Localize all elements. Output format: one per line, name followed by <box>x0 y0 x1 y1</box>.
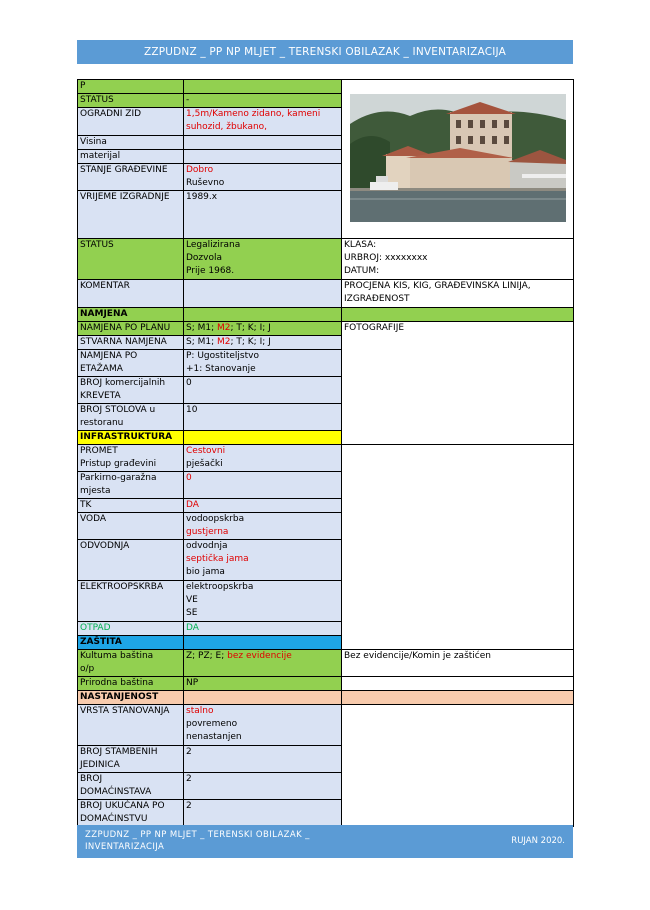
status-label: STATUS <box>78 94 184 108</box>
stvarna-namjena-value: S; M1; M2; T; K; I; J <box>184 336 342 350</box>
status-value: - <box>184 94 342 108</box>
namjena-section: NAMJENA <box>78 308 184 322</box>
status2-label: STATUS <box>78 239 184 280</box>
odvodnja-label: ODVODNJA <box>78 540 184 581</box>
visina-label: Visina <box>78 136 184 150</box>
row-p-label: P <box>78 80 184 94</box>
elektroopskrba-value: elektroopskrba VE SE <box>184 581 342 622</box>
broj-stambenih-jedinica-value: 2 <box>184 746 342 773</box>
building-photo <box>350 94 566 222</box>
broj-ukucana-label: BROJ UKUĆANA PO DOMAĆINSTVU <box>78 800 184 827</box>
tk-value: DA <box>184 499 342 513</box>
kulturna-bastina-note: Bez evidencije/Komin je zaštićen <box>342 650 574 677</box>
odvodnja-value: odvodnja septička jama bio jama <box>184 540 342 581</box>
namjena-po-etazama-label: NAMJENA PO ETAŽAMA <box>78 350 184 377</box>
kulturna-bastina-label: Kultuma baština o/p <box>78 650 184 677</box>
fotografije-cell: FOTOGRAFIJE <box>342 322 574 445</box>
namjena-po-planu-value: S; M1; M2; T; K; I; J <box>184 322 342 336</box>
materijal-label: materijal <box>78 150 184 164</box>
elektroopskrba-label: ELEKTROOPSKRBA <box>78 581 184 622</box>
kulturna-bastina-value: Z; PZ; E; bez evidencije <box>184 650 342 677</box>
stanje-gradevine-label: STANJE GRAĐEVINE <box>78 164 184 191</box>
zastita-section: ZAŠTITA <box>78 636 184 650</box>
broj-domacinstava-value: 2 <box>184 773 342 800</box>
footer-title: ZZPUDNZ _ PP NP MLJET _ TERENSKI OBILAZAK _ INVENTARIZACIJA <box>85 830 310 852</box>
voda-label: VODA <box>78 513 184 540</box>
klasa-urbroj-datum: KLASA: URBROJ: xxxxxxxx DATUM: <box>342 239 574 280</box>
broj-domacinstava-label: BROJ DOMAĆINSTAVA <box>78 773 184 800</box>
page-title: ZZPUDNZ _ PP NP MLJET _ TERENSKI OBILAZAK _ INVENTARIZACIJA <box>143 46 507 58</box>
vrsta-stanovanja-value: stalno povremeno nenastanjen <box>184 705 342 746</box>
vrsta-stanovanja-label: VRSTA STANOVANJA <box>78 705 184 746</box>
vrijeme-izgradnje-value: 1989.x <box>184 191 342 239</box>
page-header <box>77 40 573 64</box>
photo-cell <box>342 80 574 239</box>
nastanjenost-section: NASTANJENOST <box>78 691 184 705</box>
broj-ukucana-value: 2 <box>184 800 342 827</box>
vrijeme-izgradnje-label: VRIJEME IZGRADNJE <box>78 191 184 239</box>
promet-value: Cestovni pješački <box>184 445 342 472</box>
footer-date: RUJAN 2020. <box>511 836 565 846</box>
status2-value: Legalizirana Dozvola Prije 1968. <box>184 239 342 280</box>
prirodna-bastina-value: NP <box>184 677 342 691</box>
prirodna-bastina-label: Prirodna baština <box>78 677 184 691</box>
tk-label: TK <box>78 499 184 513</box>
namjena-po-planu-label: NAMJENA PO PLANU <box>78 322 184 336</box>
broj-stolova-value: 10 <box>184 404 342 431</box>
komentar-text: PROCJENA KIS, KIG, GRAĐEVINSKA LINIJA, IZGRAĐENOST <box>342 280 574 308</box>
broj-stolova-label: BROJ STOLOVA u restoranu <box>78 404 184 431</box>
page-footer <box>77 825 573 858</box>
otpad-label: OTPAD <box>78 622 184 636</box>
parking-label: Parkirno-garažna mjesta <box>78 472 184 499</box>
broj-kreveta-value: 0 <box>184 377 342 404</box>
stanje-gradevine-value: Dobro Ruševno <box>184 164 342 191</box>
parking-value: 0 <box>184 472 342 499</box>
ogradni-zid-label: OGRADNI ZID <box>78 108 184 136</box>
otpad-value: DA <box>184 622 342 636</box>
broj-stambenih-jedinica-label: BROJ STAMBENIH JEDINICA <box>78 746 184 773</box>
inventory-table <box>77 79 574 827</box>
infrastruktura-section: INFRASTRUKTURA <box>78 431 184 445</box>
stvarna-namjena-label: STVARNA NAMJENA <box>78 336 184 350</box>
voda-value: vodoopskrba gustjerna <box>184 513 342 540</box>
promet-label: PROMET Pristup građevini <box>78 445 184 472</box>
komentar-label: KOMENTAR <box>78 280 184 308</box>
namjena-po-etazama-value: P: Ugostiteljstvo +1: Stanovanje <box>184 350 342 377</box>
ogradni-zid-value: 1,5m/Kameno zidano, kameni suhozid, žbukano, <box>184 108 342 136</box>
broj-kreveta-label: BROJ komercijalnih KREVETA <box>78 377 184 404</box>
